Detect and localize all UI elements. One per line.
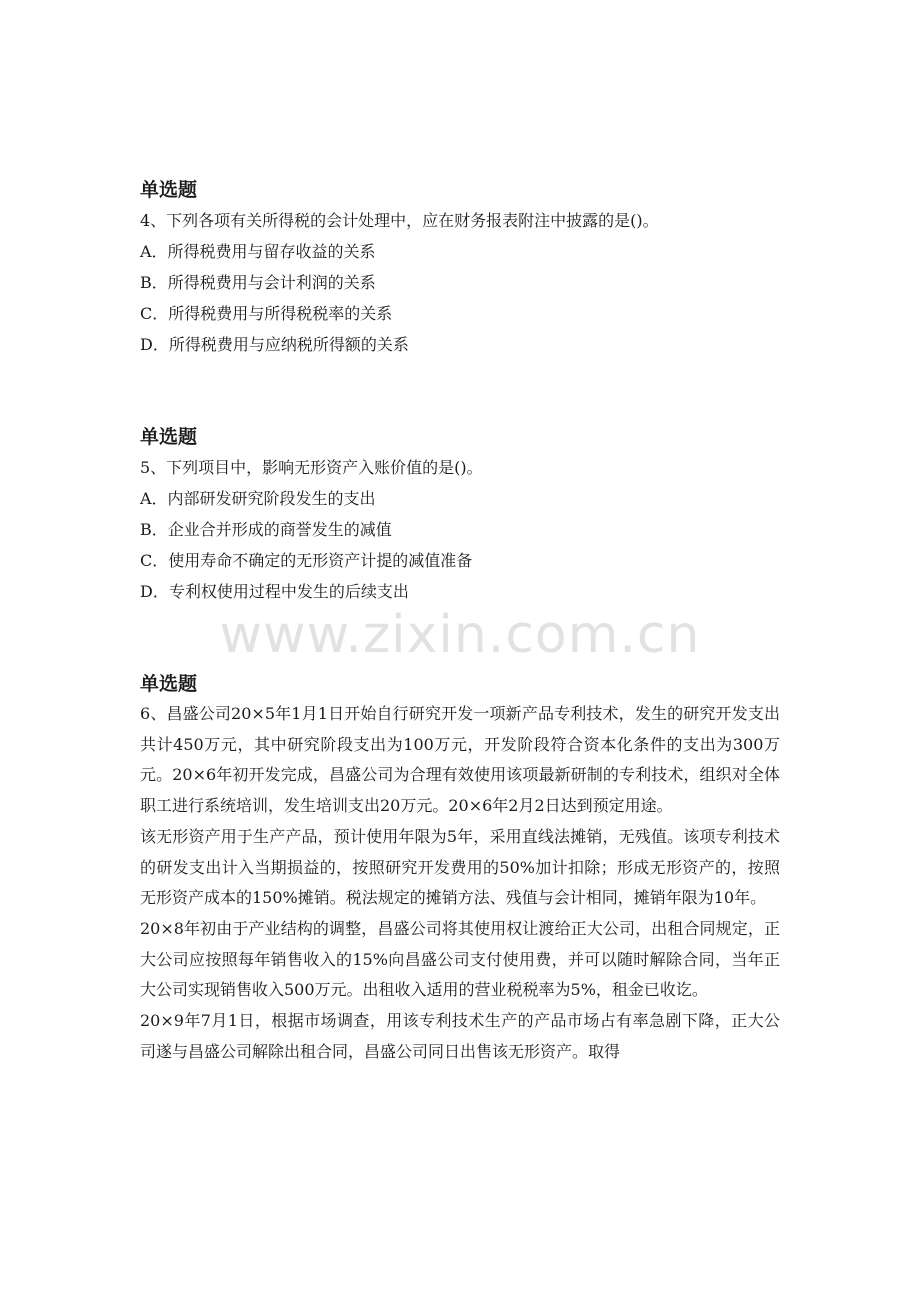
question-stem: 5、下列项目中，影响无形资产入账价值的是()。 (140, 458, 483, 477)
watermark: www.zixin.com.cn (219, 605, 701, 665)
question-5 (140, 422, 780, 607)
question-paragraph: 20×8年初由于产业结构的调整，昌盛公司将其使用权让渡给正大公司，出租合同规定，正大公司应按照每年销售收入的15%向昌盛公司支付使用费，并可以随时解除合同，当年正大公司实现销售收入500万元。出租收入适用的营业税税率为5%，租金已收讫。 (140, 918, 780, 1000)
option-d: D．专利权使用过程中发生的后续支出 (140, 582, 409, 601)
question-4 (140, 175, 780, 360)
option-b: B．所得税费用与会计利润的关系 (140, 273, 376, 292)
option-c: C．使用寿命不确定的无形资产计提的减值准备 (140, 551, 473, 570)
question-type-label: 单选题 (140, 426, 198, 448)
option-c: C．所得税费用与所得税税率的关系 (140, 304, 393, 323)
option-b: B．企业合并形成的商誉发生的减值 (140, 520, 392, 539)
question-paragraph: 20×9年7月1日，根据市场调查，用该专利技术生产的产品市场占有率急剧下降，正大公司遂与昌盛公司解除出租合同，昌盛公司同日出售该无形资产。取得 (140, 1011, 780, 1061)
question-6 (140, 669, 780, 1067)
option-a: A．内部研发研究阶段发生的支出 (140, 489, 376, 508)
option-a: A．所得税费用与留存收益的关系 (140, 242, 376, 261)
question-body (140, 699, 780, 1067)
question-type-label: 单选题 (140, 179, 198, 201)
question-stem: 4、下列各项有关所得税的会计处理中，应在财务报表附注中披露的是()。 (140, 211, 659, 230)
question-paragraph: 6、昌盛公司20×5年1月1日开始自行研究开发一项新产品专利技术，发生的研究开发支出共计450万元，其中研究阶段支出为100万元，开发阶段符合资本化条件的支出为300万元。20×6年初开发完成，昌盛公司为合理有效使用该项最新研制的专利技术，组织对全体职工进行系统培训，发生培训支出20万元。20×6年2月2日达到预定用途。 (140, 704, 780, 816)
question-paragraph: 该无形资产用于生产产品，预计使用年限为5年，采用直线法摊销，无残值。该项专利技术的研发支出计入当期损益的，按照研究开发费用的50%加计扣除；形成无形资产的，按照无形资产成本的150%摊销。税法规定的摊销方法、残值与会计相同，摊销年限为10年。 (140, 826, 780, 908)
option-d: D．所得税费用与应纳税所得额的关系 (140, 335, 409, 354)
question-type-label: 单选题 (140, 673, 198, 695)
